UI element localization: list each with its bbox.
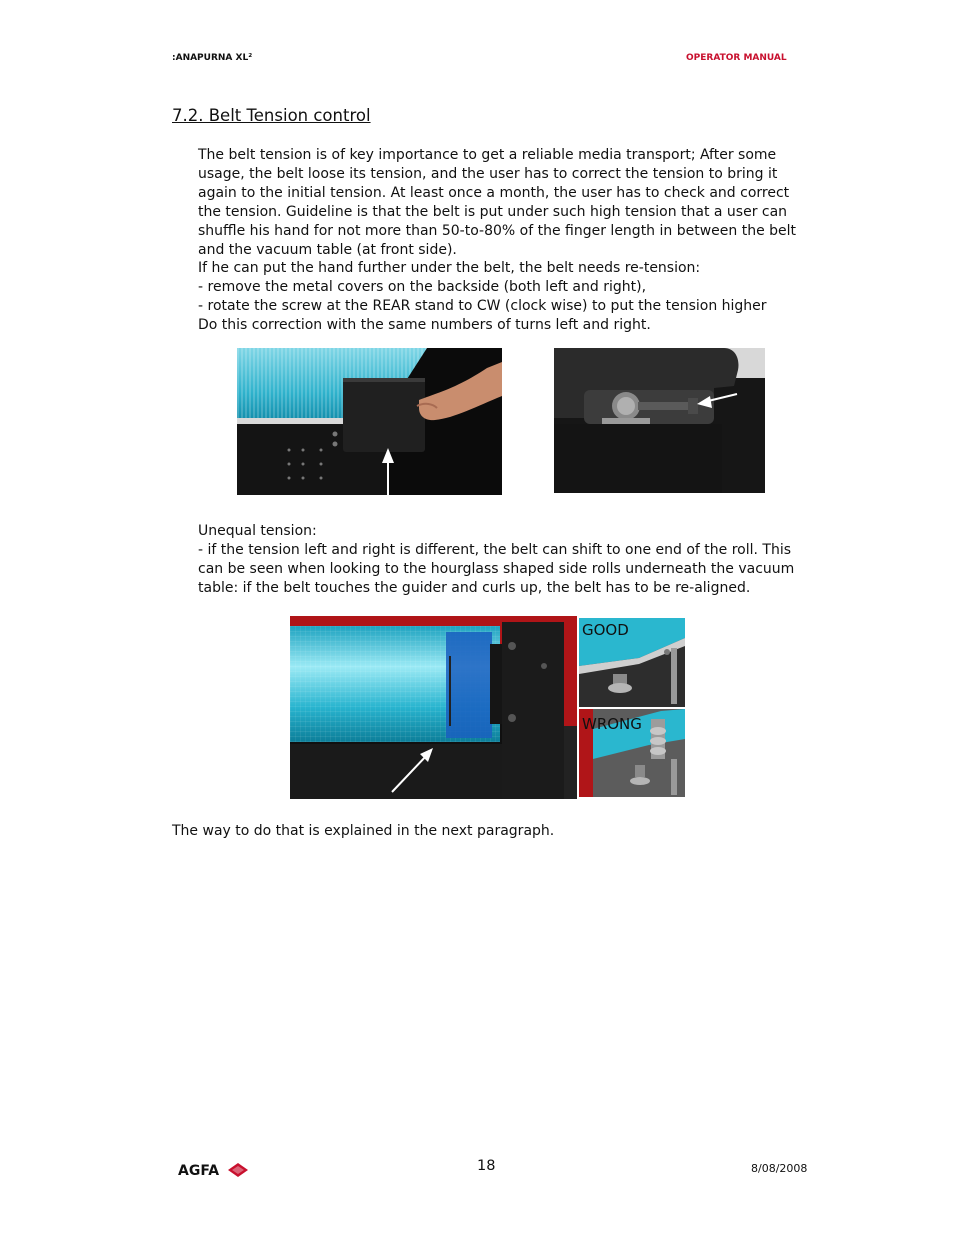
section-title: 7.2. Belt Tension control <box>172 106 371 125</box>
agfa-logo-text: AGFA <box>178 1163 220 1179</box>
belt-cover-photo <box>237 348 502 495</box>
unequal-tension-paragraph <box>198 522 823 598</box>
tension-screw-photo <box>554 348 765 493</box>
intro-line: usage, the belt loose its tension, and the user has to correct the tension to bring it <box>198 165 778 182</box>
doc-header-title: :ANAPURNA XL² <box>172 53 253 63</box>
unequal-line: can be seen when looking to the hourglass shaped side rolls underneath the vacuum <box>198 560 795 577</box>
good-label: GOOD <box>582 621 629 639</box>
intro-paragraph <box>198 146 823 335</box>
doc-header-manual: OPERATOR MANUAL <box>686 53 787 63</box>
intro-line: shuffle his hand for not more than 50-to-80% of the finger length in between the belt <box>198 222 797 239</box>
intro-line: - rotate the screw at the REAR stand to CW (clock wise) to put the tension higher <box>198 298 767 315</box>
footer-date: 8/08/2008 <box>751 1162 808 1175</box>
agfa-logo <box>178 1160 250 1184</box>
intro-line: - remove the metal covers on the backside (both left and right), <box>198 279 647 296</box>
unequal-line: table: if the belt touches the guider and curls up, the belt has to be re-aligned. <box>198 579 751 596</box>
roller-photo <box>290 616 577 799</box>
intro-line: and the vacuum table (at front side). <box>198 241 457 258</box>
intro-line: Do this correction with the same numbers of turns left and right. <box>198 317 651 334</box>
unequal-line: Unequal tension: <box>198 523 317 539</box>
page-number: 18 <box>477 1158 496 1174</box>
closing-sentence: The way to do that is explained in the next paragraph. <box>172 823 555 839</box>
wrong-label: WRONG <box>582 715 642 733</box>
intro-line: again to the initial tension. At least once a month, the user has to check and correct <box>198 184 790 201</box>
unequal-line: - if the tension left and right is different, the belt can shift to one end of the roll. This <box>198 541 792 558</box>
intro-line: The belt tension is of key importance to get a reliable media transport; After some <box>198 147 777 163</box>
intro-line: If he can put the hand further under the belt, the belt needs re-tension: <box>198 260 701 277</box>
intro-line: the tension. Guideline is that the belt is put under such high tension that a user can <box>198 203 788 220</box>
